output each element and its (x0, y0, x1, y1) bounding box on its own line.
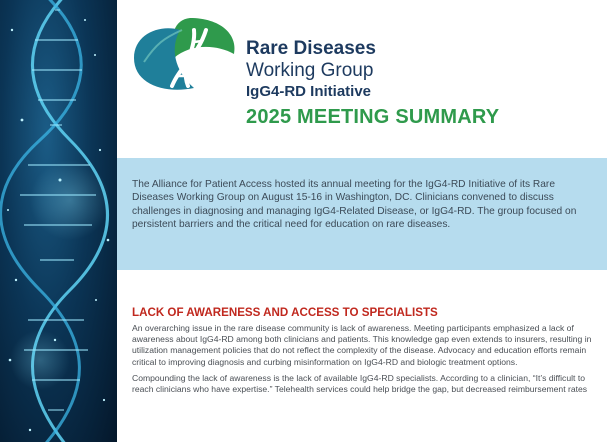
title-working-group: Working Group (246, 60, 374, 81)
section-paragraph-1: An overarching issue in the rare disease community is lack of awareness. Meeting participants emphasized a lack of awareness about IgG4-RD among both clinicians and patients. This knowledge gap even extends to insurers, resulting in utilization management policies that do not reflect the complexity of the disease. Advocacy and education efforts remain critical to improving diagnosis and curbing misinformation on IgG4-RD and biologic treatment options. (132, 323, 592, 367)
dna-helix-image (0, 0, 117, 442)
intro-band (117, 158, 607, 270)
title-meeting-summary: 2025 MEETING SUMMARY (246, 106, 500, 128)
title-rare-diseases: Rare Diseases (246, 38, 376, 59)
awareness-section (132, 306, 600, 395)
section-heading: LACK OF AWARENESS AND ACCESS TO SPECIALISTS (132, 306, 438, 319)
dna-helix-leaf-logo (130, 14, 240, 96)
intro-paragraph: The Alliance for Patient Access hosted its annual meeting for the IgG4-RD Initiative of its Rare Diseases Working Group on August 15-16 in Washington, DC. Clinicians convened to discuss challenges in diagnosing and managing IgG4-Related Disease, or IgG4-RD. The group focused on persistent barriers and the critical need for education on rare diseases. (132, 179, 577, 231)
section-paragraph-2: Compounding the lack of awareness is the lack of available IgG4-RD specialists. According to a clinician, “It’s difficult to reach clinicians who have expertise.” Telehealth services could help bridge the gap, but decreased reimbursement rates (132, 372, 588, 395)
title-initiative: IgG4-RD Initiative (246, 83, 372, 100)
title-block (246, 38, 499, 129)
